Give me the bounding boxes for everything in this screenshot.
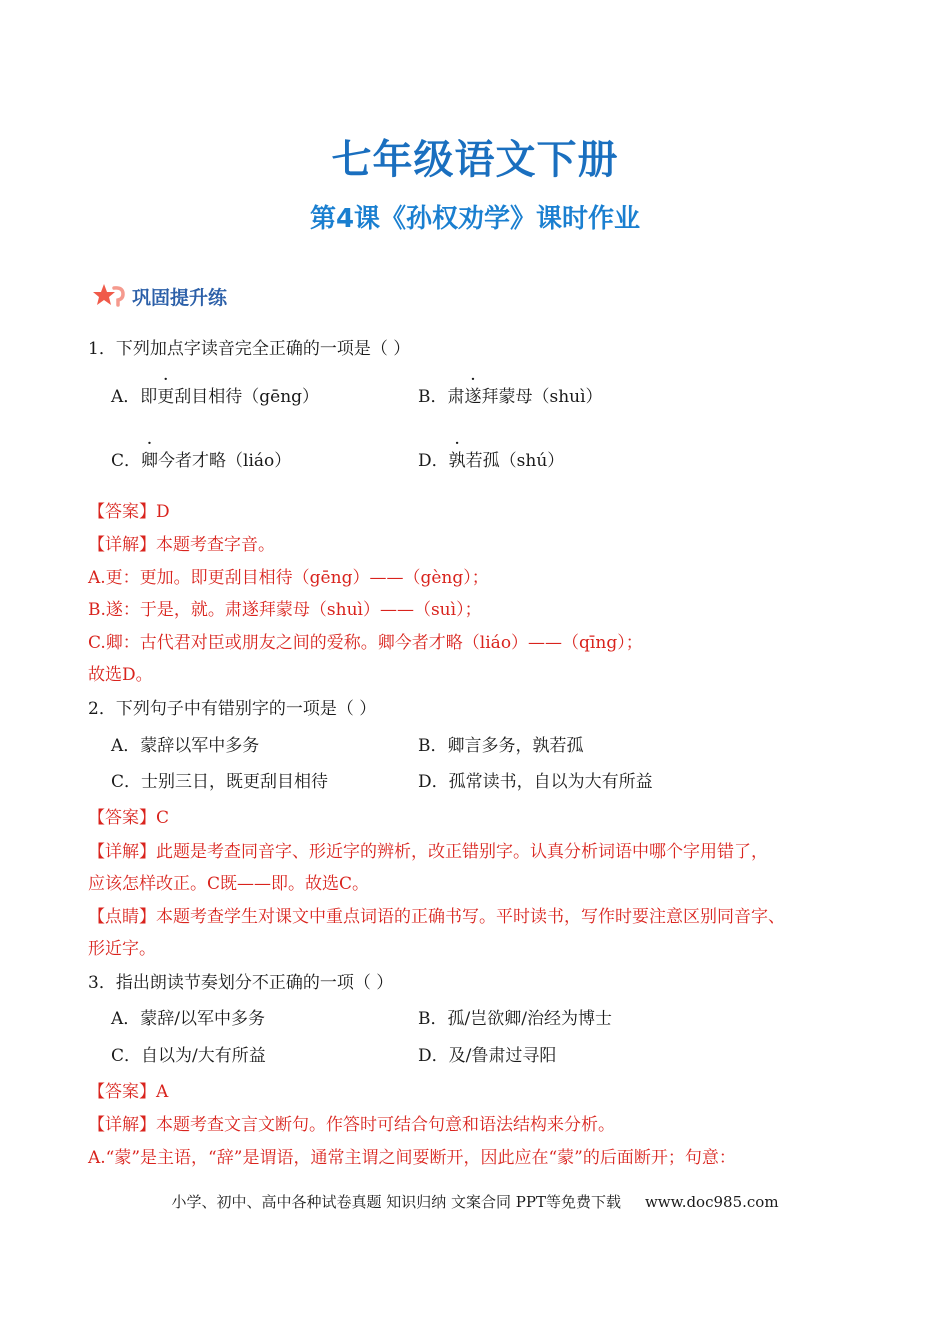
- dotted-char: 卿: [141, 451, 159, 471]
- star-icon: [92, 282, 128, 310]
- q1-option-d: D．孰若孤（shú）: [418, 451, 565, 471]
- q1-conclusion: 故选D。: [88, 665, 153, 685]
- q3-answer: 【答案】A: [88, 1082, 169, 1102]
- dotted-char: 遂: [464, 387, 482, 407]
- dotted-char: 更: [157, 387, 175, 407]
- q2-option-a: A．蒙辞以军中多务: [111, 736, 260, 756]
- q3-option-d: D．及/鲁肃过寻阳: [418, 1046, 557, 1066]
- q1-option-a: A．即更刮目相待（gēng）: [111, 387, 320, 407]
- q3-option-b: B．孤/岂欲卿/治经为博士: [418, 1009, 612, 1029]
- q1-option-b: B．肃遂拜蒙母（shuì）: [418, 387, 603, 407]
- footer-url[interactable]: www.doc985.com: [644, 1193, 779, 1211]
- q3-stem: 3．指出朗读节奏划分不正确的一项（ ）: [88, 973, 394, 993]
- q2-option-c: C．士别三日，既更刮目相待: [111, 772, 329, 792]
- q2-answer: 【答案】C: [88, 808, 170, 828]
- q2-option-b: B．卿言多务，孰若孤: [418, 736, 584, 756]
- q3-detail: 【详解】本题考查文言文断句。作答时可结合句意和语法结构来分析。: [88, 1115, 615, 1135]
- q2-detail-2: 应该怎样改正。C既——即。故选C。: [88, 874, 370, 894]
- q1-answer: 【答案】D: [88, 502, 170, 522]
- q1-explain-b: B.遂：于是，就。肃遂拜蒙母（shuì）——（suì）；: [88, 600, 482, 620]
- dotted-char: 孰: [448, 451, 466, 471]
- q3-explain-a: A.“蒙”是主语，“辞”是谓语，通常主谓之间要断开，因此应在“蒙”的后面断开；句意：: [88, 1148, 736, 1168]
- q2-detail-1: 【详解】此题是考查同音字、形近字的辨析，改正错别字。认真分析词语中哪个字用错了，: [88, 842, 768, 862]
- q1-detail: 【详解】本题考查字音。: [88, 535, 275, 555]
- page-subtitle: 第4课《孙权劝学》课时作业: [309, 204, 641, 234]
- section-label: 巩固提升练: [132, 283, 227, 310]
- q3-option-c: C．自以为/大有所益: [111, 1046, 266, 1066]
- footer-text: 小学、初中、高中各种试卷真题 知识归纳 文案合同 PPT等免费下载: [171, 1193, 621, 1211]
- q1-explain-c: C.卿：古代君对臣或朋友之间的爱称。卿今者才略（liáo）——（qīng）；: [88, 633, 643, 653]
- page-title: 七年级语文下册: [331, 137, 619, 183]
- q2-tip-1: 【点睛】本题考查学生对课文中重点词语的正确书写。平时读书，写作时要注意区别同音字、: [88, 907, 785, 927]
- q1-option-c: C．卿今者才略（liáo）: [111, 451, 292, 471]
- q1-explain-a: A.更：更加。即更刮目相待（gēng）——（gèng）；: [88, 568, 489, 588]
- section-heading: [92, 280, 227, 312]
- page-footer: [0, 1191, 950, 1212]
- q2-tip-2: 形近字。: [88, 939, 156, 959]
- q2-option-d: D．孤常读书，自以为大有所益: [418, 772, 653, 792]
- q3-option-a: A．蒙辞/以军中多务: [111, 1009, 266, 1029]
- q2-stem: 2．下列句子中有错别字的一项是（ ）: [88, 699, 377, 719]
- q1-stem: 1．下列加点字读音完全正确的一项是（ ）: [88, 339, 411, 359]
